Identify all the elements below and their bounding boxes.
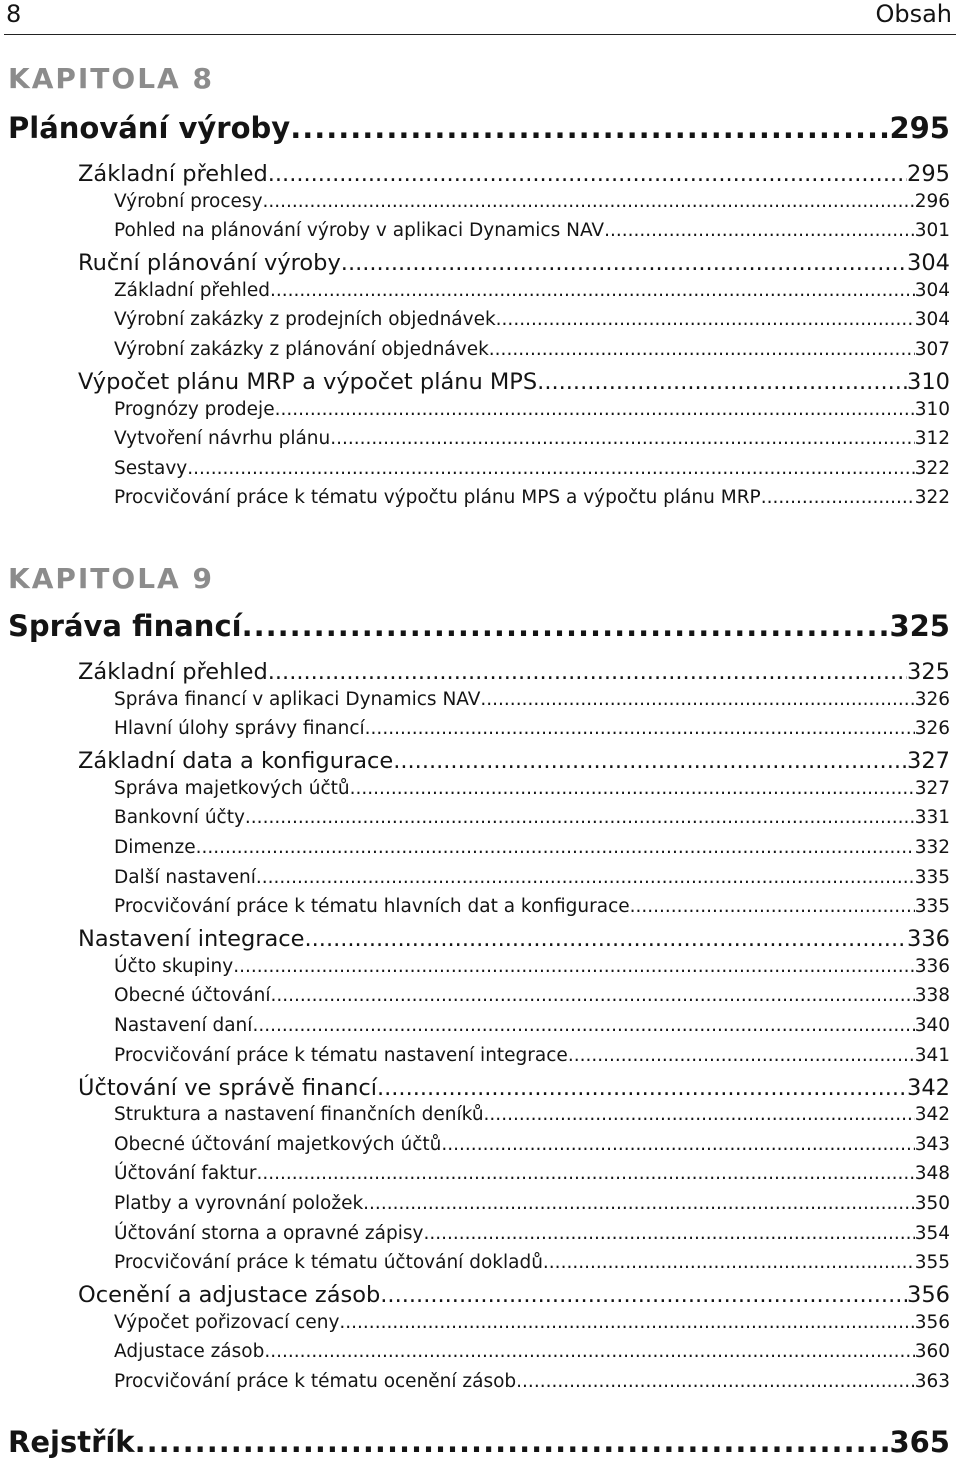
toc-entry-page: 307 <box>914 339 950 360</box>
toc-entry-page: 326 <box>914 718 950 739</box>
page-header <box>0 0 960 36</box>
dot-leader <box>268 160 907 188</box>
dot-leader <box>761 486 915 510</box>
dot-leader <box>441 1133 914 1157</box>
toc-subsection-entry[interactable] <box>114 1311 950 1335</box>
toc-section-entry[interactable] <box>78 249 950 277</box>
toc-entry-title: Základní přehled <box>114 280 271 301</box>
toc-entry-page: 340 <box>914 1015 950 1036</box>
toc-entry-title: Výrobní zakázky z plánování objednávek <box>114 339 489 360</box>
toc-subsection-entry[interactable] <box>114 1133 950 1157</box>
toc-subsection-entry[interactable] <box>114 1014 950 1038</box>
toc-entry-title: Procvičování práce k tématu hlavních dat a konfigurace <box>114 896 630 917</box>
dot-leader <box>480 688 914 712</box>
toc-entry-title: Struktura a nastavení finančních deníků <box>114 1104 484 1125</box>
toc-entry-title: Účtování storna a opravné zápisy <box>114 1223 424 1244</box>
toc-entry-title: Správa financí <box>8 609 242 643</box>
toc-entry-page: 354 <box>914 1223 950 1244</box>
dot-leader <box>290 111 889 145</box>
toc-entry-page: 312 <box>914 428 950 449</box>
toc-subsection-entry[interactable] <box>114 1370 950 1394</box>
toc-entry-title: Procvičování práce k tématu nastavení integrace <box>114 1045 568 1066</box>
toc-entry-page: 355 <box>914 1252 950 1273</box>
toc-entry-title: Nastavení integrace <box>78 926 305 952</box>
toc-subsection-entry[interactable] <box>114 717 950 741</box>
dot-leader <box>537 368 907 396</box>
toc-entry-page: 325 <box>907 659 950 685</box>
dot-leader <box>630 895 915 919</box>
toc-entry-page: 304 <box>914 280 950 301</box>
dot-leader <box>380 1281 907 1309</box>
toc-entry-page: 304 <box>914 309 950 330</box>
dot-leader <box>496 308 915 332</box>
chapter-label: KAPITOLA 8 <box>8 62 214 95</box>
dot-leader <box>516 1370 915 1394</box>
toc-entry-page: 363 <box>914 1371 950 1392</box>
dot-leader <box>484 1103 915 1127</box>
toc-entry-page: 343 <box>914 1134 950 1155</box>
dot-leader <box>393 747 907 775</box>
dot-leader <box>377 1074 907 1102</box>
toc-entry-page: 336 <box>914 956 950 977</box>
toc-chapter-entry[interactable] <box>8 609 950 643</box>
toc-entry-title: Vytvoření návrhu plánu <box>114 428 331 449</box>
toc-entry-page: 335 <box>914 896 950 917</box>
toc-entry-title: Bankovní účty <box>114 807 245 828</box>
toc-subsection-entry[interactable] <box>114 457 950 481</box>
toc-entry-page: 336 <box>907 926 950 952</box>
toc-entry-title: Procvičování práce k tématu účtování dokladů <box>114 1252 543 1273</box>
page-number: 8 <box>6 0 22 28</box>
dot-leader <box>268 658 907 686</box>
toc-entry-title: Pohled na plánování výroby v aplikaci Dynamics NAV <box>114 220 605 241</box>
toc-entry-title: Procvičování práce k tématu výpočtu plánu MPS a výpočtu plánu MRP <box>114 487 761 508</box>
toc-entry-title: Obecné účtování majetkových účtů <box>114 1134 442 1155</box>
toc-entry-page: 295 <box>889 111 950 145</box>
toc-entry-page: 327 <box>907 748 950 774</box>
toc-entry-page: 331 <box>914 807 950 828</box>
dot-leader <box>604 219 915 243</box>
toc-subsection-entry[interactable] <box>114 777 950 801</box>
dot-leader <box>135 1425 890 1459</box>
toc-entry-title: Výpočet pořizovací ceny <box>114 1312 340 1333</box>
dot-leader <box>252 1014 914 1038</box>
toc-entry-page: 310 <box>907 369 950 395</box>
toc-entry-page: 326 <box>914 689 950 710</box>
dot-leader <box>489 338 915 362</box>
toc-entry-title: Obecné účtování <box>114 985 271 1006</box>
toc-subsection-entry[interactable] <box>114 955 950 979</box>
toc-subsection-entry[interactable] <box>114 338 950 362</box>
dot-leader <box>264 1340 914 1364</box>
toc-entry-title: Procvičování práce k tématu ocenění zásob <box>114 1371 517 1392</box>
toc-subsection-entry[interactable] <box>114 984 950 1008</box>
toc-subsection-entry[interactable] <box>114 688 950 712</box>
toc-subsection-entry[interactable] <box>114 1103 950 1127</box>
dot-leader <box>270 984 914 1008</box>
toc-entry-page: 341 <box>914 1045 950 1066</box>
toc-entry-title: Správa financí v aplikaci Dynamics NAV <box>114 689 481 710</box>
toc-entry-page: 356 <box>907 1282 950 1308</box>
dot-leader <box>341 249 907 277</box>
toc-entry-page: 360 <box>914 1341 950 1362</box>
toc-entry-page: 301 <box>914 220 950 241</box>
dot-leader <box>242 609 890 643</box>
toc-entry-title: Ruční plánování výroby <box>78 250 341 276</box>
toc-entry-title: Hlavní úlohy správy financí <box>114 718 365 739</box>
toc-entry-title: Další nastavení <box>114 867 256 888</box>
toc-entry-page: 296 <box>914 191 950 212</box>
toc-entry-title: Dimenze <box>114 837 196 858</box>
toc-subsection-entry[interactable] <box>114 1251 950 1275</box>
toc-entry-title: Rejstřík <box>8 1425 135 1459</box>
toc-section-entry[interactable] <box>78 747 950 775</box>
toc-entry-title: Výrobní procesy <box>114 191 263 212</box>
toc-subsection-entry[interactable] <box>114 1162 950 1186</box>
running-section-title: Obsah <box>875 0 952 28</box>
toc-section-entry[interactable] <box>78 160 950 188</box>
toc-entry-page: 365 <box>889 1425 950 1459</box>
toc-entry-page: 322 <box>914 458 950 479</box>
toc-subsection-entry[interactable] <box>114 308 950 332</box>
toc-entry-title: Adjustace zásob <box>114 1341 265 1362</box>
dot-leader <box>270 279 915 303</box>
dot-leader <box>350 777 915 801</box>
toc-subsection-entry[interactable] <box>114 486 950 510</box>
toc-subsection-entry[interactable] <box>114 806 950 830</box>
toc-entry-page: 342 <box>907 1075 950 1101</box>
toc-entry-page: 348 <box>914 1163 950 1184</box>
dot-leader <box>365 717 915 741</box>
toc-entry-page: 295 <box>907 161 950 187</box>
toc-subsection-entry[interactable] <box>114 1222 950 1246</box>
toc-entry-title: Prognózy prodeje <box>114 399 275 420</box>
toc-entry-page: 342 <box>914 1104 950 1125</box>
toc-entry-title: Základní data a konfigurace <box>78 748 394 774</box>
toc-entry-title: Účto skupiny <box>114 956 234 977</box>
toc-entry-page: 322 <box>914 487 950 508</box>
dot-leader <box>568 1044 915 1068</box>
dot-leader <box>256 1162 914 1186</box>
toc-entry-page: 332 <box>914 837 950 858</box>
dot-leader <box>339 1311 914 1335</box>
toc-index-entry[interactable] <box>8 1425 950 1459</box>
toc-entry-title: Správa majetkových účtů <box>114 778 350 799</box>
toc-section-entry[interactable] <box>78 1281 950 1309</box>
dot-leader <box>256 866 915 890</box>
toc-entry-page: 338 <box>914 985 950 1006</box>
toc-entry-page: 356 <box>914 1312 950 1333</box>
dot-leader <box>245 806 915 830</box>
toc-entry-title: Účtování ve správě financí <box>78 1075 377 1101</box>
toc-entry-title: Sestavy <box>114 458 188 479</box>
dot-leader <box>196 836 915 860</box>
chapter-label: KAPITOLA 9 <box>8 562 214 595</box>
dot-leader <box>363 1192 915 1216</box>
toc-section-entry[interactable] <box>78 1074 950 1102</box>
toc-subsection-entry[interactable] <box>114 866 950 890</box>
dot-leader <box>187 457 914 481</box>
toc-subsection-entry[interactable] <box>114 1044 950 1068</box>
toc-chapter-entry[interactable] <box>8 111 950 145</box>
dot-leader <box>304 925 907 953</box>
toc-subsection-entry[interactable] <box>114 427 950 451</box>
toc-entry-page: 350 <box>914 1193 950 1214</box>
dot-leader <box>275 398 915 422</box>
toc-entry-page: 325 <box>889 609 950 643</box>
header-rule <box>4 34 956 35</box>
toc-section-entry[interactable] <box>78 658 950 686</box>
toc-entry-page: 304 <box>907 250 950 276</box>
toc-section-entry[interactable] <box>78 368 950 396</box>
toc-entry-title: Základní přehled <box>78 659 268 685</box>
toc-entry-title: Výpočet plánu MRP a výpočet plánu MPS <box>78 369 538 395</box>
dot-leader <box>263 190 915 214</box>
toc-subsection-entry[interactable] <box>114 1340 950 1364</box>
toc-entry-title: Ocenění a adjustace zásob <box>78 1282 381 1308</box>
toc-section-entry[interactable] <box>78 925 950 953</box>
toc-entry-title: Plánování výroby <box>8 111 291 145</box>
toc-subsection-entry[interactable] <box>114 1192 950 1216</box>
toc-entry-page: 327 <box>914 778 950 799</box>
toc-subsection-entry[interactable] <box>114 398 950 422</box>
toc-entry-title: Základní přehled <box>78 161 268 187</box>
toc-subsection-entry[interactable] <box>114 190 950 214</box>
dot-leader <box>543 1251 915 1275</box>
toc-entry-title: Výrobní zakázky z prodejních objednávek <box>114 309 496 330</box>
toc-entry-title: Platby a vyrovnání položek <box>114 1193 364 1214</box>
dot-leader <box>330 427 914 451</box>
toc-entry-page: 335 <box>914 867 950 888</box>
dot-leader <box>423 1222 914 1246</box>
toc-subsection-entry[interactable] <box>114 219 950 243</box>
toc-entry-title: Účtování faktur <box>114 1163 257 1184</box>
toc-entry-page: 310 <box>914 399 950 420</box>
toc-entry-title: Nastavení daní <box>114 1015 253 1036</box>
toc-subsection-entry[interactable] <box>114 895 950 919</box>
toc-subsection-entry[interactable] <box>114 279 950 303</box>
toc-subsection-entry[interactable] <box>114 836 950 860</box>
dot-leader <box>233 955 914 979</box>
